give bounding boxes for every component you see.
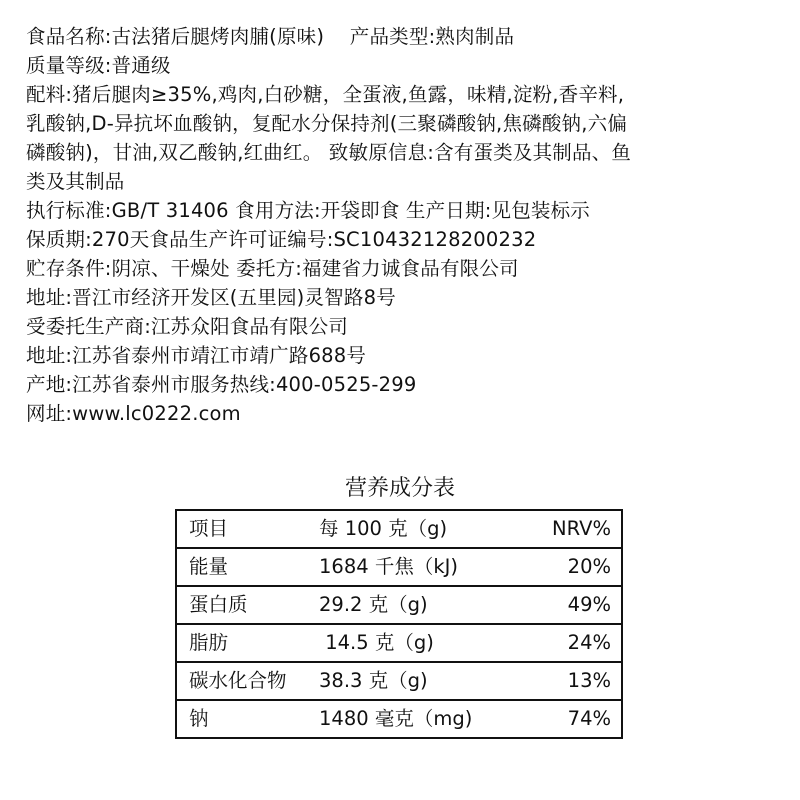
- info-line-storage: 贮存条件:阴凉、干燥处 委托方:福建省力诚食品有限公司: [26, 257, 519, 280]
- nutrition-table-title: 营养成分表: [344, 476, 455, 501]
- row-per-100g: 1684 千焦（kJ): [319, 555, 458, 578]
- info-line-origin-hotline: 产地:江苏省泰州市服务热线:400-0525-299: [26, 373, 417, 396]
- nutrition-row-carbohydrate: [177, 663, 621, 701]
- nutrition-header-row: [177, 511, 621, 549]
- row-item: 钠: [189, 707, 209, 730]
- row-item: 能量: [189, 555, 229, 578]
- nutrition-row-protein: [177, 587, 621, 625]
- row-nrv: 49%: [567, 593, 611, 616]
- header-nrv: NRV%: [552, 517, 611, 540]
- nutrition-table: [175, 509, 623, 739]
- product-info: [26, 22, 786, 428]
- row-nrv: 13%: [567, 669, 611, 692]
- info-line-ingredients-2: 乳酸钠,D-异抗坏血酸钠，复配水分保持剂(三聚磷酸钠,焦磷酸钠,六偏: [26, 112, 628, 135]
- nutrition-row-energy: [177, 549, 621, 587]
- nutrition-row-fat: [177, 625, 621, 663]
- row-nrv: 24%: [567, 631, 611, 654]
- info-line-manufacturer: 受委托生产商:江苏众阳食品有限公司: [26, 315, 348, 338]
- row-nrv: 20%: [567, 555, 611, 578]
- header-item: 项目: [189, 517, 229, 540]
- info-line-grade: 质量等级:普通级: [26, 54, 171, 77]
- row-per-100g: 14.5 克（g): [319, 631, 434, 654]
- info-line-name-type: 食品名称:古法猪后腿烤肉脯(原味) 产品类型:熟肉制品: [26, 25, 515, 48]
- nutrition-row-sodium: [177, 701, 621, 737]
- info-line-address-1: 地址:晋江市经济开发区(五里园)灵智路8号: [26, 286, 396, 309]
- info-line-ingredients-1: 配料:猪后腿肉≥35%,鸡肉,白砂糖，全蛋液,鱼露，味精,淀粉,香辛料,: [26, 83, 625, 106]
- row-item: 脂肪: [189, 631, 229, 654]
- info-line-allergen: 类及其制品: [26, 170, 125, 193]
- row-nrv: 74%: [567, 707, 611, 730]
- row-per-100g: 1480 毫克（mg): [319, 707, 473, 730]
- info-line-ingredients-3: 磷酸钠)，甘油,双乙酸钠,红曲红。 致敏原信息:含有蛋类及其制品、鱼: [26, 141, 632, 164]
- info-line-shelf-life: 保质期:270天食品生产许可证编号:SC10432128200232: [26, 228, 537, 251]
- header-per-100g: 每 100 克（g): [319, 517, 448, 540]
- row-item: 碳水化合物: [189, 669, 287, 692]
- row-item: 蛋白质: [189, 593, 248, 616]
- info-line-website: 网址:www.lc0222.com: [26, 402, 241, 425]
- row-per-100g: 29.2 克（g): [319, 593, 428, 616]
- info-line-standard: 执行标准:GB/T 31406 食用方法:开袋即食 生产日期:见包装标示: [26, 199, 591, 222]
- info-line-address-2: 地址:江苏省泰州市靖江市靖广路688号: [26, 344, 367, 367]
- row-per-100g: 38.3 克（g): [319, 669, 428, 692]
